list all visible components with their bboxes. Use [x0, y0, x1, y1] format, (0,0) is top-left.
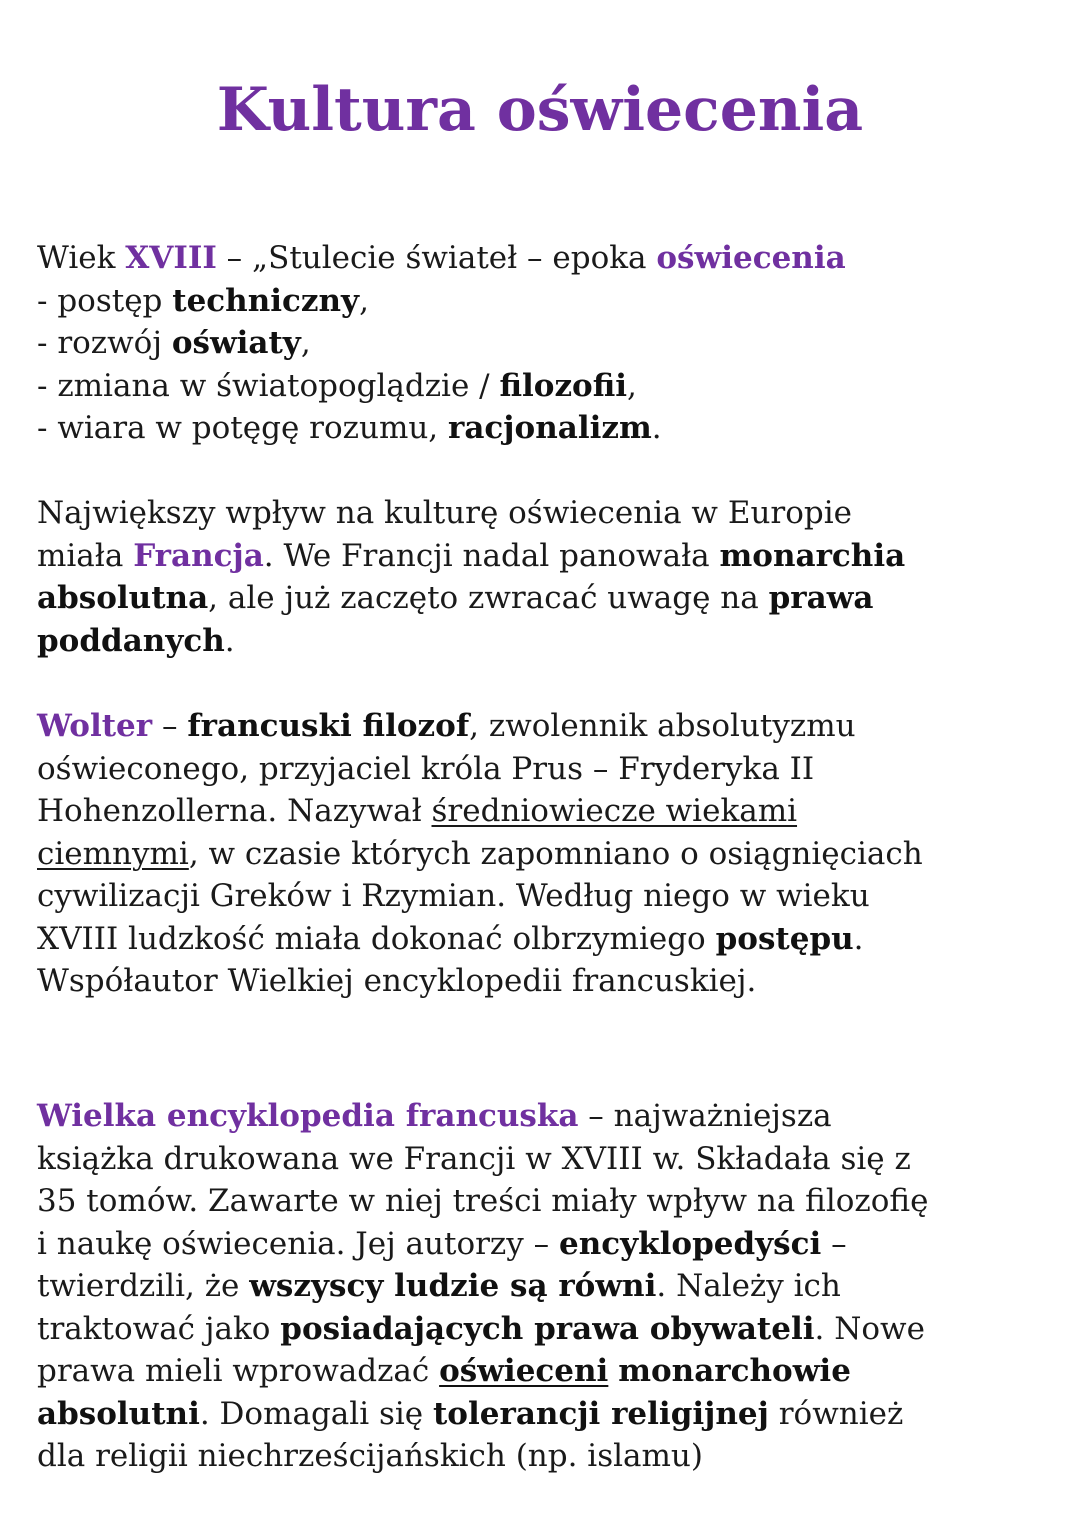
france-section — [37, 492, 1047, 662]
france-highlight: Francja — [133, 537, 264, 574]
intro-line-1: Wiek XVIII – „Stulecie świateł – epoka oświecenia — [37, 240, 846, 276]
wolter-line-4: ciemnymi, w czasie których zapomniano o osiągnięciach — [37, 835, 923, 872]
wolter-highlight: Wolter — [37, 708, 153, 744]
wolter-line-3: Hohenzollerna. Nazywał średniowiecze wiekami — [37, 793, 798, 829]
wolter-line-6: XVIII ludzkość miała dokonać olbrzymiego postępu. — [37, 920, 864, 957]
encyclopedia-section — [37, 1095, 1047, 1478]
encyclopedia-line-8: absolutni. Domagali się tolerancji religijnej również — [37, 1395, 904, 1432]
encyclopedia-line-5: twierdzili, że wszyscy ludzie są równi. Należy ich — [37, 1268, 841, 1304]
france-line-4: poddanych. — [37, 622, 235, 659]
page-title: Kultura oświecenia — [216, 75, 864, 145]
intro-line-2: - postęp techniczny, — [37, 282, 369, 319]
wolter-line-5: cywilizacji Greków i Rzymian. Według niego w wieku — [37, 878, 870, 914]
france-line-2: miała Francja. We Francji nadal panowała monarchia — [37, 537, 906, 574]
encyclopedia-line-6: traktować jako posiadających prawa obywateli. Nowe — [37, 1310, 925, 1347]
encyclopedia-line-2: książka drukowana we Francji w XVIII w. Składała się z — [37, 1140, 911, 1177]
wolter-line-2: oświeconego, przyjaciel króla Prus – Fryderyka II — [37, 750, 815, 787]
encyclopedia-line-4: i naukę oświecenia. Jej autorzy – encyklopedyści – — [37, 1225, 847, 1262]
wolter-line-1: Wolter – francuski filozof, zwolennik absolutyzmu — [37, 708, 856, 744]
encyclopedia-line-3: 35 tomów. Zawarte w niej treści miały wpływ na filozofię — [37, 1183, 929, 1219]
encyclopedia-line-7: prawa mieli wprowadzać oświeceni monarchowie — [37, 1353, 851, 1389]
wolter-line-7: Współautor Wielkiej encyklopedii francuskiej. — [37, 963, 757, 999]
wolter-section — [37, 705, 1047, 1003]
encyclopedia-line-9: dla religii niechrześcijańskich (np. islamu) — [37, 1438, 703, 1474]
intro-line-5: - wiara w potęgę rozumu, racjonalizm. — [37, 410, 662, 446]
intro-line-4: - zmiana w światopoglądzie / filozofii, — [37, 367, 637, 404]
france-line-1: Największy wpływ na kulturę oświecenia w Europie — [37, 495, 853, 531]
intro-line-3: - rozwój oświaty, — [37, 325, 311, 361]
encyclopedia-highlight: Wielka encyklopedia francuska — [37, 1098, 579, 1134]
century-highlight: XVIII — [125, 240, 217, 276]
encyclopedia-line-1: Wielka encyklopedia francuska – najważniejsza — [37, 1098, 832, 1134]
france-line-3: absolutna, ale już zaczęto zwracać uwagę na prawa — [37, 580, 874, 616]
intro-section — [37, 237, 1047, 450]
enlightenment-highlight: oświecenia — [656, 240, 846, 276]
